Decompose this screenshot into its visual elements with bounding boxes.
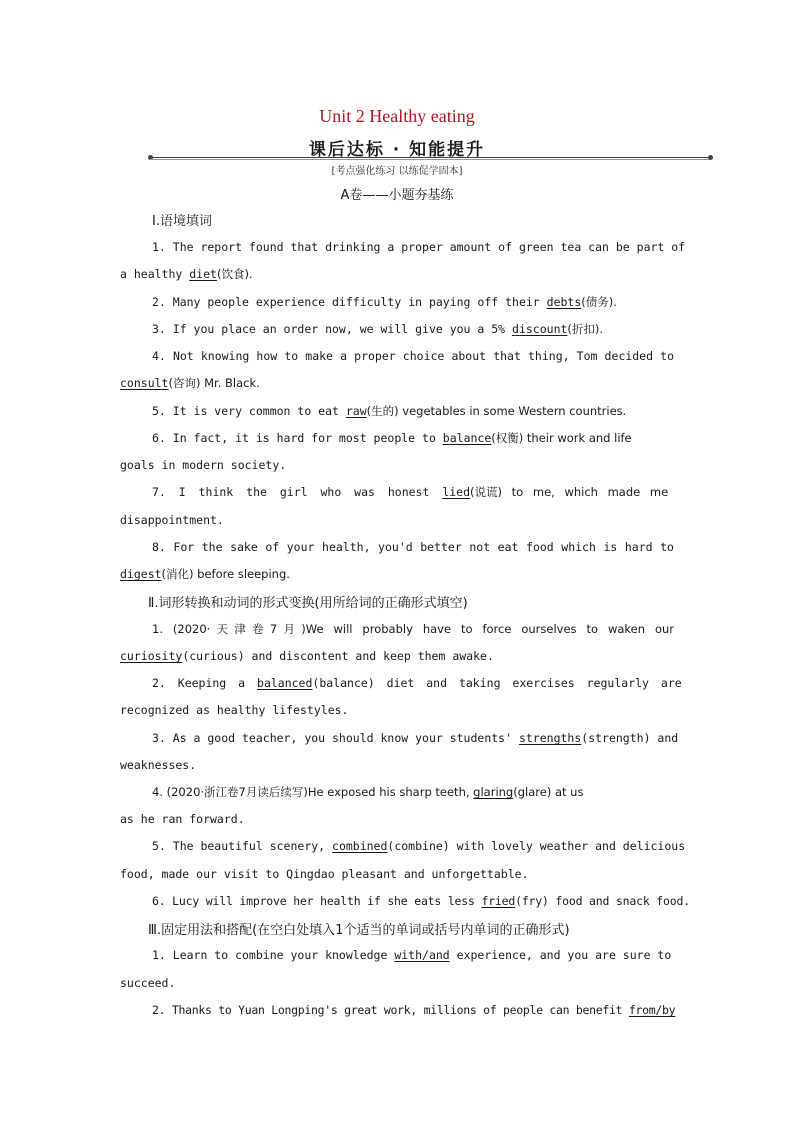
answer: diet <box>189 267 217 281</box>
p1-item7-line2: disappointment. <box>120 513 224 527</box>
part2-heading: Ⅱ.词形转换和动词的形式变换(用所给词的正确形式填空) <box>148 596 468 611</box>
p2-item2-line2: recognized as healthy lifestyles. <box>120 703 349 717</box>
p1-item4-line1: 4. Not knowing how to make a proper choice about that thing, Tom decided to <box>152 349 674 363</box>
part3-heading: Ⅲ.固定用法和搭配(在空白处填入1个适当的单词或括号内单词的正确形式) <box>148 923 570 938</box>
p1-item7-line1: 7. I think the girl who was honest lied(说谎) to me, which made me <box>152 485 669 499</box>
tagline: [考点强化练习 以练促学固本] <box>331 166 463 177</box>
p2-item1-line1: 1. (2020·天津卷7月)We will probably have to force ourselves to waken our <box>152 622 674 636</box>
p2-item3-line2: weaknesses. <box>120 758 197 772</box>
answer: debts <box>546 295 582 309</box>
answer: balance <box>442 431 492 445</box>
p2-item2-line1: 2. Keeping a balanced(balance) diet and taking exercises regularly are <box>152 676 682 690</box>
answer: curiosity <box>120 649 183 663</box>
part1-heading: Ⅰ.语境填词 <box>152 214 212 229</box>
p1-item8-line1: 8. For the sake of your health, you'd better not eat food which is hard to <box>152 540 674 554</box>
divider-line-2 <box>150 159 710 160</box>
p1-item6-line2: goals in modern society. <box>120 458 287 472</box>
answer: strengths <box>518 731 582 745</box>
p2-item5-line1: 5. The beautiful scenery, combined(combine) with lovely weather and delicious <box>152 839 686 853</box>
answer: raw <box>345 404 367 418</box>
p2-item1-line2: curiosity(curious) and discontent and keep them awake. <box>120 649 494 663</box>
answer: digest <box>120 567 162 581</box>
p1-item3-line1: 3. If you place an order now, we will give you a 5% discount(折扣). <box>152 322 604 336</box>
p1-item2-line1: 2. Many people experience difficulty in paying off their debts(债务). <box>152 295 617 309</box>
answer: balanced <box>257 676 313 690</box>
answer: consult <box>120 376 169 390</box>
section-subtitle: 课后达标 · 知能提升 <box>308 140 486 160</box>
answer: glaring <box>473 785 514 799</box>
p2-item4-line1: 4. (2020·浙江卷7月读后续写)He exposed his sharp teeth, glaring(glare) at us <box>152 785 584 799</box>
rule-dot-right <box>708 155 713 160</box>
p2-item5-line2: food, made our visit to Qingdao pleasant and unforgettable. <box>120 867 529 881</box>
divider-line <box>150 157 710 158</box>
p3-item1-line2: succeed. <box>120 976 176 990</box>
p1-item5-line1: 5. It is very common to eat raw(生的) vegetables in some Western countries. <box>152 404 627 418</box>
p1-item1-line2: a healthy diet(饮食). <box>120 267 253 281</box>
answer: discount <box>512 322 568 336</box>
p1-item4-line2: consult(咨询) Mr. Black. <box>120 376 260 390</box>
answer: lied <box>442 485 471 499</box>
p3-item1-line1: 1. Learn to combine your knowledge with/and experience, and you are sure to <box>152 948 672 962</box>
p2-item6-line1: 6. Lucy will improve her health if she eats less fried(fry) food and snack food. <box>152 894 690 908</box>
answer: combined <box>332 839 388 853</box>
section-a-heading: A卷——小题夯基练 <box>340 188 454 203</box>
p1-item8-line2: digest(消化) before sleeping. <box>120 567 290 581</box>
p3-item2-line1: 2. Thanks to Yuan Longping's great work, millions of people can benefit from/by <box>152 1003 676 1017</box>
p2-item4-line2: as he ran forward. <box>120 812 245 826</box>
p2-item3-line1: 3. As a good teacher, you should know your students' strengths(strength) and <box>152 731 679 745</box>
p1-item6-line1: 6. In fact, it is hard for most people to balance(权衡) their work and life <box>152 431 632 445</box>
answer: with/and <box>394 948 450 962</box>
answer: fried <box>481 894 516 908</box>
p1-item1-line1: 1. The report found that drinking a proper amount of green tea can be part of <box>152 240 686 254</box>
answer: from/by <box>628 1003 676 1017</box>
unit-title: Unit 2 Healthy eating <box>319 106 475 126</box>
